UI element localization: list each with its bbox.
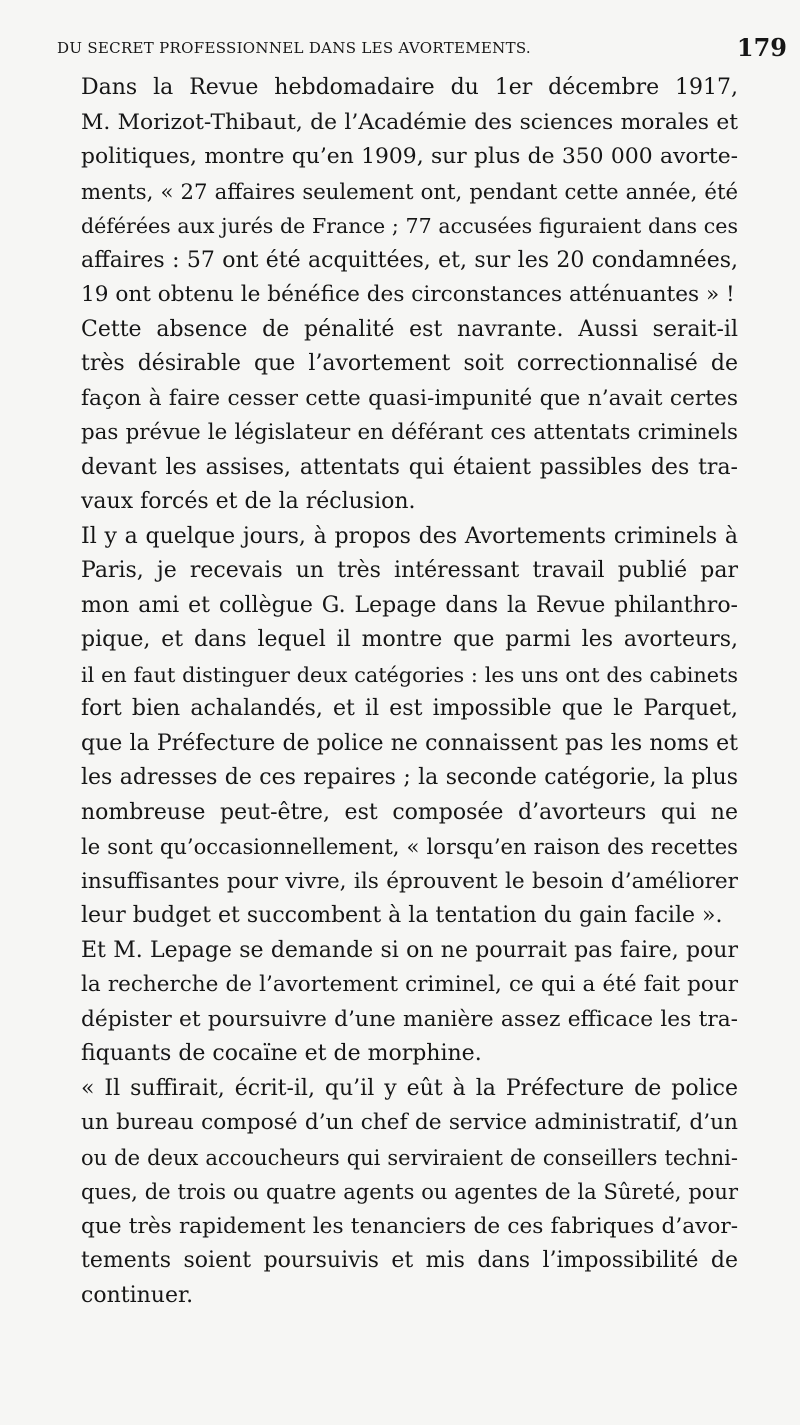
paragraph xyxy=(53,1072,738,1314)
text-line: vaux forcés et de la réclusion. xyxy=(81,489,416,514)
text-line: insuffisantes pour vivre, ils éprouvent le besoin d’améliorer xyxy=(81,868,738,894)
text-line: le sont qu’occasionnellement, « lorsqu’en raison des recettes xyxy=(81,834,738,859)
text-line: « Il suffirait, écrit-il, qu’il y eût à la Préfecture de police xyxy=(81,1075,738,1101)
text-line: dépister et poursuivre d’une manière assez efficace les tra- xyxy=(81,1006,738,1032)
text-line: la recherche de l’avortement criminel, ce qui a été fait pour xyxy=(81,972,738,997)
text-line: devant les assises, attentats qui étaient passibles des tra- xyxy=(81,454,738,480)
text-line: ments, « 27 affaires seulement ont, pendant cette année, été xyxy=(81,178,738,204)
text-line: façon à faire cesser cette quasi-impunité que n’avait certes xyxy=(81,385,738,411)
paragraph xyxy=(53,313,738,520)
paragraph xyxy=(53,71,738,313)
text-line: nombreuse peut-être, est composée d’avorteurs qui ne xyxy=(81,799,738,825)
text-line: Il y a quelque jours, à propos des Avortements criminels à xyxy=(81,523,738,549)
body-text xyxy=(53,71,738,1313)
text-line: 19 ont obtenu le bénéfice des circonstances atténuantes » ! xyxy=(81,282,735,307)
text-line: que très rapidement les tenanciers de ces fabriques d’avor- xyxy=(81,1213,738,1239)
text-line: politiques, montre qu’en 1909, sur plus de 350 000 avorte- xyxy=(81,144,738,169)
text-line: il en faut distinguer deux catégories : les uns ont des cabinets xyxy=(81,662,738,687)
text-line: affaires : 57 ont été acquittées, et, sur les 20 condamnées, xyxy=(81,247,738,273)
text-line: déférées aux jurés de France ; 77 accusées figuraient dans ces xyxy=(81,214,738,238)
paragraph xyxy=(53,520,738,934)
text-line: fort bien achalandés, et il est impossible que le Parquet, xyxy=(81,696,738,721)
paragraph xyxy=(53,934,738,1072)
text-line: ques, de trois ou quatre agents ou agentes de la Sûreté, pour xyxy=(81,1180,738,1204)
text-line: Dans la Revue hebdomadaire du 1er décembre 1917, xyxy=(81,75,738,100)
text-line: Cette absence de pénalité est navrante. Aussi serait-il xyxy=(81,316,738,342)
text-line: ou de deux accoucheurs qui serviraient de conseillers techni- xyxy=(81,1144,738,1170)
text-line: que la Préfecture de police ne connaissent pas les noms et xyxy=(81,730,738,756)
text-line: très désirable que l’avortement soit correctionnalisé de xyxy=(81,351,738,376)
text-line: pique, et dans lequel il montre que parmi les avorteurs, xyxy=(81,627,738,652)
text-line: Et M. Lepage se demande si on ne pourrait pas faire, pour xyxy=(81,937,738,963)
page-header xyxy=(57,33,787,67)
text-line: mon ami et collègue G. Lepage dans la Revue philanthro- xyxy=(81,592,738,618)
text-line: un bureau composé d’un chef de service administratif, d’un xyxy=(81,1110,738,1135)
text-line: tements soient poursuivis et mis dans l’impossibilité de xyxy=(81,1248,738,1273)
text-line: leur budget et succombent à la tentation du gain facile ». xyxy=(81,903,723,928)
text-line: M. Morizot-Thibaut, de l’Académie des sciences morales et xyxy=(81,109,738,135)
text-line: pas prévue le législateur en déférant ces attentats criminels xyxy=(81,420,738,445)
text-line: fiquants de cocaïne et de morphine. xyxy=(81,1041,482,1066)
text-line: continuer. xyxy=(81,1282,194,1308)
page-number: 179 xyxy=(736,33,787,62)
text-line: Paris, je recevais un très intéressant travail publié par xyxy=(81,558,738,583)
running-title: DU SECRET PROFESSIONNEL DANS LES AVORTEMENTS. xyxy=(57,39,532,57)
text-line: les adresses de ces repaires ; la seconde catégorie, la plus xyxy=(81,765,738,790)
